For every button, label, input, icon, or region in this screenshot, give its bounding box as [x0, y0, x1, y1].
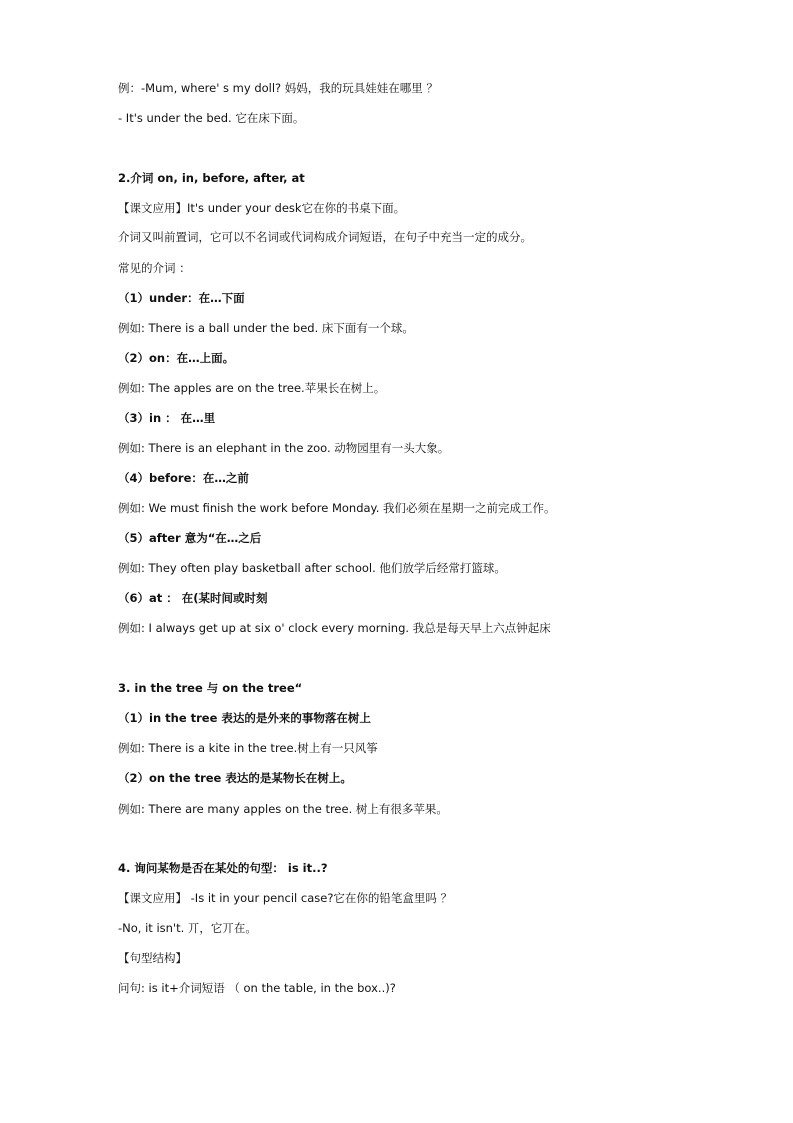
item-under-heading: （1）under：在…下面 [118, 291, 245, 305]
item-before-example: 例如: We must finish the work before Monday. 我们必须在星期一之前完成工作。 [118, 501, 556, 515]
in-the-tree-heading: （1）in the tree 表达的是外来的事物落在树上 [118, 711, 371, 725]
on-the-tree-example: 例如: There are many apples on the tree. 树上有很多苹果。 [118, 802, 448, 816]
on-the-tree-heading: （2）on the tree 表达的是某物长在树上。 [118, 771, 352, 785]
item-before-heading: （4）before：在…之前 [118, 471, 249, 485]
item-at-example: 例如: I always get up at six o' clock every morning. 我总是每天早上六点钟起床 [118, 621, 551, 635]
example-answer-line: - It's under the bed. 它在床下面。 [118, 111, 305, 125]
is-it-application-line: 【课文应用】 -Is it in your pencil case?它在你的铅笔盒里吗 ？ [118, 891, 453, 905]
item-in-example: 例如: There is an elephant in the zoo. 动物园里有一头大象。 [118, 441, 450, 455]
question-pattern-line: 问句: is it+介词短语 （ on the table, in the box..)? [118, 981, 396, 995]
item-at-heading: （6）at ： 在(某时间或时刻 [118, 591, 268, 605]
section-heading-is-it: 4. 询问某物是否在某处的句型： is it..? [118, 861, 328, 875]
section-heading-tree: 3. in the tree 与 on the tree“ [118, 681, 303, 695]
item-after-example: 例如: They often play basketball after school. 他们放学后经常打篮球。 [118, 561, 506, 575]
item-under-example: 例如: There is a ball under the bed. 床下面有一个球。 [118, 321, 414, 335]
item-after-heading: （5）after 意为“在…之后 [118, 531, 262, 545]
item-in-heading: （3）in ： 在…里 [118, 411, 216, 425]
definition-line: 介词又叫前置词，它可以不名词或代词构成介词短语，在句子中充当一定的成分。 [118, 230, 532, 244]
common-prepositions-label: 常见的介词 ： [118, 261, 191, 275]
item-on-heading: （2）on：在…上面。 [118, 351, 235, 365]
is-it-answer-line: -No, it isn't. 丌，它丌在。 [118, 921, 257, 935]
item-on-example: 例如: The apples are on the tree.苹果长在树上。 [118, 381, 386, 395]
section-heading-prepositions: 2.介词 on, in, before, after, at [118, 171, 305, 185]
sentence-structure-label: 【句型结构】 [118, 951, 187, 965]
text-application-line: 【课文应用】It's under your desk它在你的书桌下面。 [118, 201, 406, 215]
in-the-tree-example: 例如: There is a kite in the tree.树上有一只风筝 [118, 741, 378, 755]
example-line: 例：-Mum, where' s my doll? 妈妈，我的玩具娃娃在哪里 ？ [118, 81, 438, 95]
